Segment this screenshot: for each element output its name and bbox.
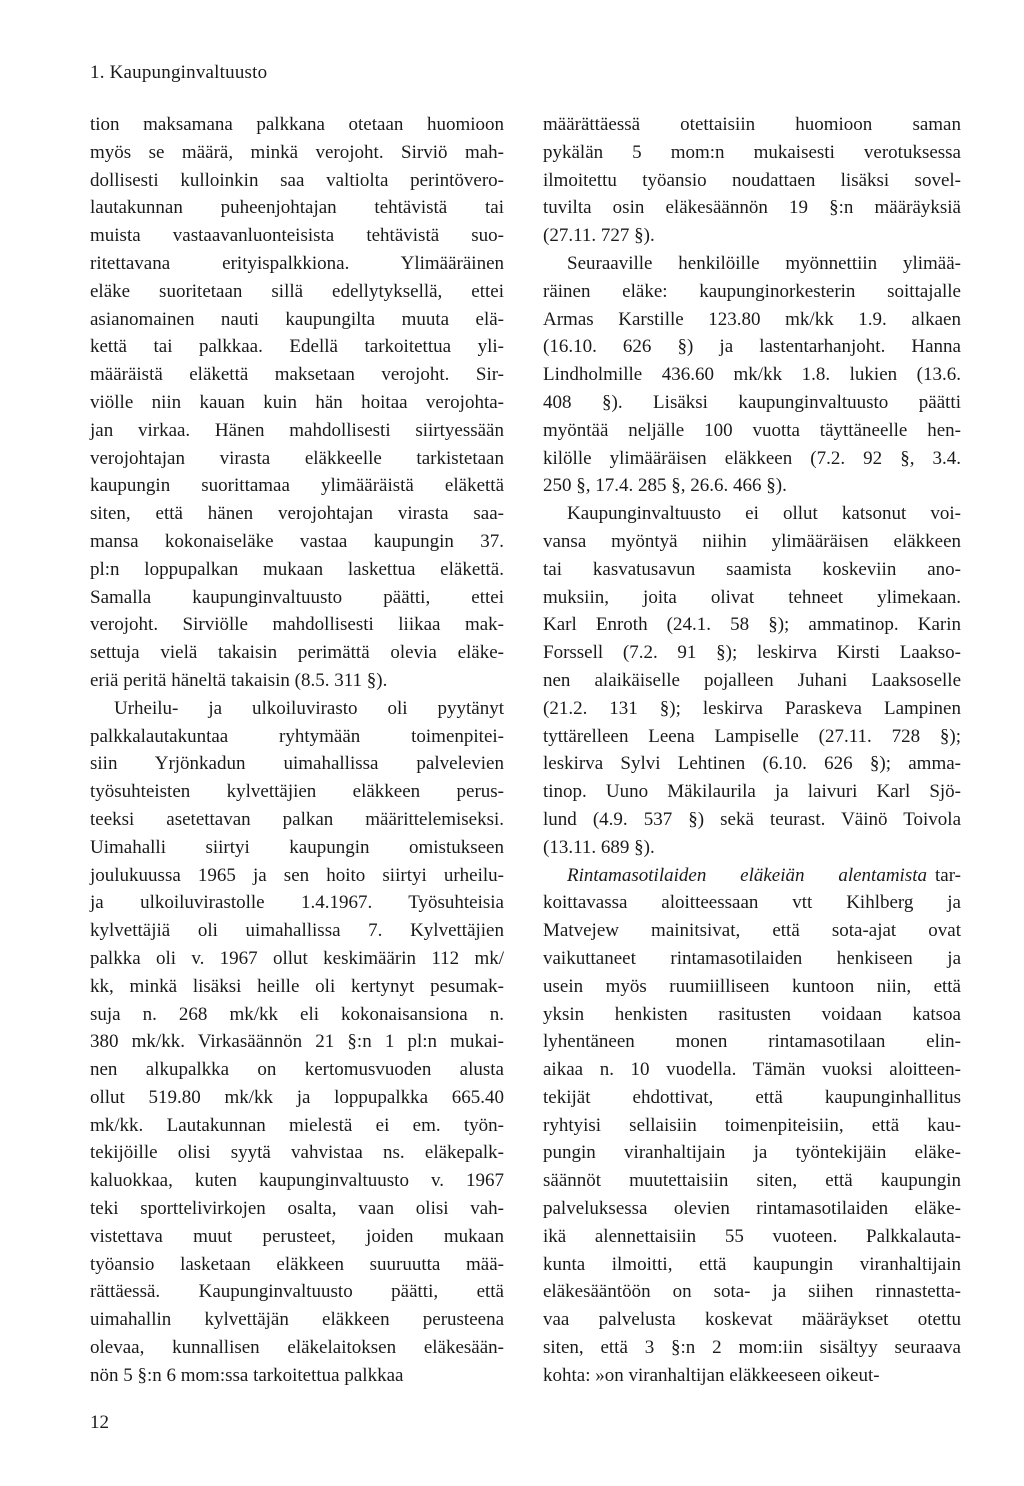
text-line: määräistä eläkettä maksetaan verojoht. Sir- bbox=[90, 364, 504, 386]
text-line: Matvejew mainitsivat, että sota-ajat ovat bbox=[543, 920, 961, 942]
text-line: lyhentäneen monen rintamasotilaan elin- bbox=[543, 1031, 961, 1053]
text-line: Forssell (7.2. 91 §); leskirva Kirsti Laakso- bbox=[543, 642, 961, 664]
text-line: aikaa n. 10 vuodella. Tämän vuoksi aloitteen- bbox=[543, 1059, 961, 1081]
text-line: siten, että 3 §:n 2 mom:iin sisältyy seuraava bbox=[543, 1337, 961, 1359]
text-line: nen alkupalkka on kertomusvuoden alusta bbox=[90, 1059, 504, 1081]
text-line: pykälän 5 mom:n mukaisesti verotuksessa bbox=[543, 141, 961, 163]
text-line: verojohtajan virasta eläkkeelle tarkistetaan bbox=[90, 447, 504, 469]
text-line: Karl Enroth (24.1. 58 §); ammatinop. Karin bbox=[543, 614, 961, 636]
text-line: kunta ilmoitti, että kaupungin viranhaltijain bbox=[543, 1253, 961, 1275]
text-line: teeksi asetettavan palkan määrittelemiseksi. bbox=[90, 808, 504, 830]
text-line: tai kasvatusavun saamista koskeviin ano- bbox=[543, 558, 961, 580]
text-line: eläkesääntöön on sota- ja siihen rinnastetta- bbox=[543, 1281, 961, 1303]
text-line: kaupungin suorittamaa ylimääräistä eläkettä bbox=[90, 475, 504, 497]
text-line: uimahallin kylvettäjän eläkkeen perusteena bbox=[90, 1309, 504, 1331]
text-line: eläke suoritetaan sillä edellytyksellä, ettei bbox=[90, 280, 504, 302]
text-line: Urheilu- ja ulkoiluvirasto oli pyytänyt bbox=[114, 697, 504, 719]
text-line: 408 §). Lisäksi kaupunginvaltuusto päätti bbox=[543, 391, 961, 413]
text-line: dollisesti kulloinkin saa valtiolta perintövero- bbox=[90, 169, 504, 191]
text-line: Lindholmille 436.60 mk/kk 1.8. lukien (13.6. bbox=[543, 364, 961, 386]
text-line: kaluokkaa, kuten kaupunginvaltuusto v. 1967 bbox=[90, 1170, 504, 1192]
text-line: Samalla kaupunginvaltuusto päätti, ettei bbox=[90, 586, 504, 608]
text-line: jan virkaa. Hänen mahdollisesti siirtyessään bbox=[90, 419, 504, 441]
page-number: 12 bbox=[90, 1412, 109, 1433]
text-line: nön 5 §:n 6 mom:ssa tarkoitettua palkkaa bbox=[90, 1364, 404, 1386]
text-line: Kaupunginvaltuusto ei ollut katsonut voi- bbox=[567, 503, 961, 525]
text-line: tyttärelleen Leena Lampiselle (27.11. 728 §); bbox=[543, 725, 961, 747]
text-line: myöntää neljälle 100 vuotta täyttäneelle hen- bbox=[543, 419, 961, 441]
text-line: teki sporttelivirkojen osalta, vaan olisi vah- bbox=[90, 1198, 504, 1220]
text-line: vistettava muut perusteet, joiden mukaan bbox=[90, 1225, 504, 1247]
text-line: 380 mk/kk. Virkasäännön 21 §:n 1 pl:n mukai- bbox=[90, 1031, 504, 1053]
text-line: usein myös ruumiilliseen kuntoon niin, että bbox=[543, 975, 961, 997]
text-line: palveluksessa olevien rintamasotilaiden eläke- bbox=[543, 1198, 961, 1220]
text-line: olevaa, kunnallisen eläkelaitoksen eläkesään- bbox=[90, 1337, 504, 1359]
text-line: Seuraaville henkilöille myönnettiin ylimää- bbox=[567, 252, 961, 274]
text-line: rättäessä. Kaupunginvaltuusto päätti, että bbox=[90, 1281, 504, 1303]
text-line: tekijöille olisi syytä vahvistaa ns. eläkepalk- bbox=[90, 1142, 504, 1164]
text-line: eriä peritä häneltä takaisin (8.5. 311 §). bbox=[90, 669, 388, 691]
text-line: joulukuussa 1965 ja sen hoito siirtyi urheilu- bbox=[90, 864, 504, 886]
text-line: työsuhteisten kylvettäjien eläkkeen perus- bbox=[90, 781, 504, 803]
text-line: palkkalautakuntaa ryhtymään toimenpitei- bbox=[90, 725, 504, 747]
text-line: (13.11. 689 §). bbox=[543, 836, 655, 858]
text-line: asianomainen nauti kaupungilta muuta elä- bbox=[90, 308, 504, 330]
text-line: ikä alennettaisiin 55 vuoteen. Palkkalauta- bbox=[543, 1225, 961, 1247]
text-line: muksiin, joita olivat tehneet ylimekaan. bbox=[543, 586, 961, 608]
text-line: tuvilta osin eläkesäännön 19 §:n määräyksiä bbox=[543, 197, 961, 219]
text-line: säännöt muutettaisiin siten, että kaupungin bbox=[543, 1170, 961, 1192]
text-line: kk, minkä lisäksi heille oli kertynyt pesumak- bbox=[90, 975, 504, 997]
text-line: nen alaikäiselle pojalleen Juhani Laaksoselle bbox=[543, 669, 961, 691]
text-line bbox=[543, 862, 961, 890]
text-line: Uimahalli siirtyi kaupungin omistukseen bbox=[90, 836, 504, 858]
text-line: Armas Karstille 123.80 mk/kk 1.9. alkaen bbox=[543, 308, 961, 330]
text-line: leskirva Sylvi Lehtinen (6.10. 626 §); amma- bbox=[543, 753, 961, 775]
text-line: tinop. Uuno Mäkilaurila ja laivuri Karl Sjö- bbox=[543, 781, 961, 803]
text-line: määrättäessä otettaisiin huomioon saman bbox=[543, 114, 961, 135]
text-line: ollut 519.80 mk/kk ja loppupalkka 665.40 bbox=[90, 1086, 504, 1108]
text-line: kohta: »on viranhaltijan eläkkeeseen oikeut- bbox=[543, 1364, 880, 1386]
text-line: (16.10. 626 §) ja lastentarhanjoht. Hanna bbox=[543, 336, 961, 358]
text-line: (27.11. 727 §). bbox=[543, 225, 655, 247]
text-line: räinen eläke: kaupunginorkesterin soittajalle bbox=[543, 280, 961, 302]
text-line: siin Yrjönkadun uimahallissa palvelevien bbox=[90, 753, 504, 775]
text-line: myös se määrä, minkä verojoht. Sirviö mah- bbox=[90, 141, 504, 163]
text-line: vaikuttaneet rintamasotilaiden henkiseen ja bbox=[543, 947, 961, 969]
italic-heading: Rintamasotilaiden eläkeiän alentamista bbox=[567, 864, 927, 886]
text-line: tion maksamana palkkana otetaan huomioon bbox=[90, 114, 504, 135]
left-column bbox=[90, 111, 504, 1390]
text-line: pl:n loppupalkan mukaan laskettua eläkettä. bbox=[90, 558, 504, 580]
text-line: kylvettäjiä oli uimahallissa 7. Kylvettäjien bbox=[90, 920, 504, 942]
text-line: tekijät ehdottivat, että kaupunginhallitus bbox=[543, 1086, 961, 1108]
text-line: palkka oli v. 1967 ollut keskimäärin 112 mk/ bbox=[90, 947, 504, 969]
text-line: vansa myöntyä niihin ylimääräisen eläkkeen bbox=[543, 530, 961, 552]
text-line: ja ulkoiluvirastolle 1.4.1967. Työsuhteisia bbox=[90, 892, 504, 914]
text-line: kettä tai palkkaa. Edellä tarkoitettua yli- bbox=[90, 336, 504, 358]
text-line: kilölle ylimääräisen eläkkeen (7.2. 92 §, 3.4. bbox=[543, 447, 961, 469]
right-column bbox=[543, 111, 961, 1390]
text-line: koittavassa aloitteessaan vtt Kihlberg ja bbox=[543, 892, 961, 914]
text-line: ilmoitettu työansio noudattaen lisäksi sovel- bbox=[543, 169, 961, 191]
running-head: 1. Kaupunginvaltuusto bbox=[90, 62, 268, 83]
text-line: verojoht. Sirviölle mahdollisesti liikaa mak- bbox=[90, 614, 504, 636]
text-line: lautakunnan puheenjohtajan tehtävistä tai bbox=[90, 197, 504, 219]
text-line: viölle niin kauan kuin hän hoitaa verojohta- bbox=[90, 391, 504, 413]
text-line: suja n. 268 mk/kk eli kokonaisansiona n. bbox=[90, 1003, 504, 1025]
text-line: siten, että hänen verojohtajan virasta saa- bbox=[90, 503, 504, 525]
text-line: 250 §, 17.4. 285 §, 26.6. 466 §). bbox=[543, 475, 787, 497]
text-line: muista vastaavanluonteisista tehtävistä suo- bbox=[90, 225, 504, 247]
text-line: ritettavana erityispalkkiona. Ylimääräinen bbox=[90, 252, 504, 274]
text-line: työansio lasketaan eläkkeen suuruutta mää- bbox=[90, 1253, 504, 1275]
text-line: pungin viranhaltijain ja työntekijäin eläke- bbox=[543, 1142, 961, 1164]
text-line: mk/kk. Lautakunnan mielestä ei em. työn- bbox=[90, 1114, 504, 1136]
text-line: mansa kokonaiseläke vastaa kaupungin 37. bbox=[90, 530, 504, 552]
text-line: lund (4.9. 537 §) sekä teurast. Väinö Toivola bbox=[543, 808, 961, 830]
text-line: settuja vielä takaisin perimättä olevia eläke- bbox=[90, 642, 504, 664]
text-line: (21.2. 131 §); leskirva Paraskeva Lampinen bbox=[543, 697, 961, 719]
text-line-rest: tar- bbox=[935, 864, 961, 886]
text-line: vaa palvelusta koskevat määräykset otettu bbox=[543, 1309, 961, 1331]
text-line: yksin henkisten rasitusten voidaan katsoa bbox=[543, 1003, 961, 1025]
text-line: ryhtyisi sellaisiin toimenpiteisiin, että kau- bbox=[543, 1114, 961, 1136]
